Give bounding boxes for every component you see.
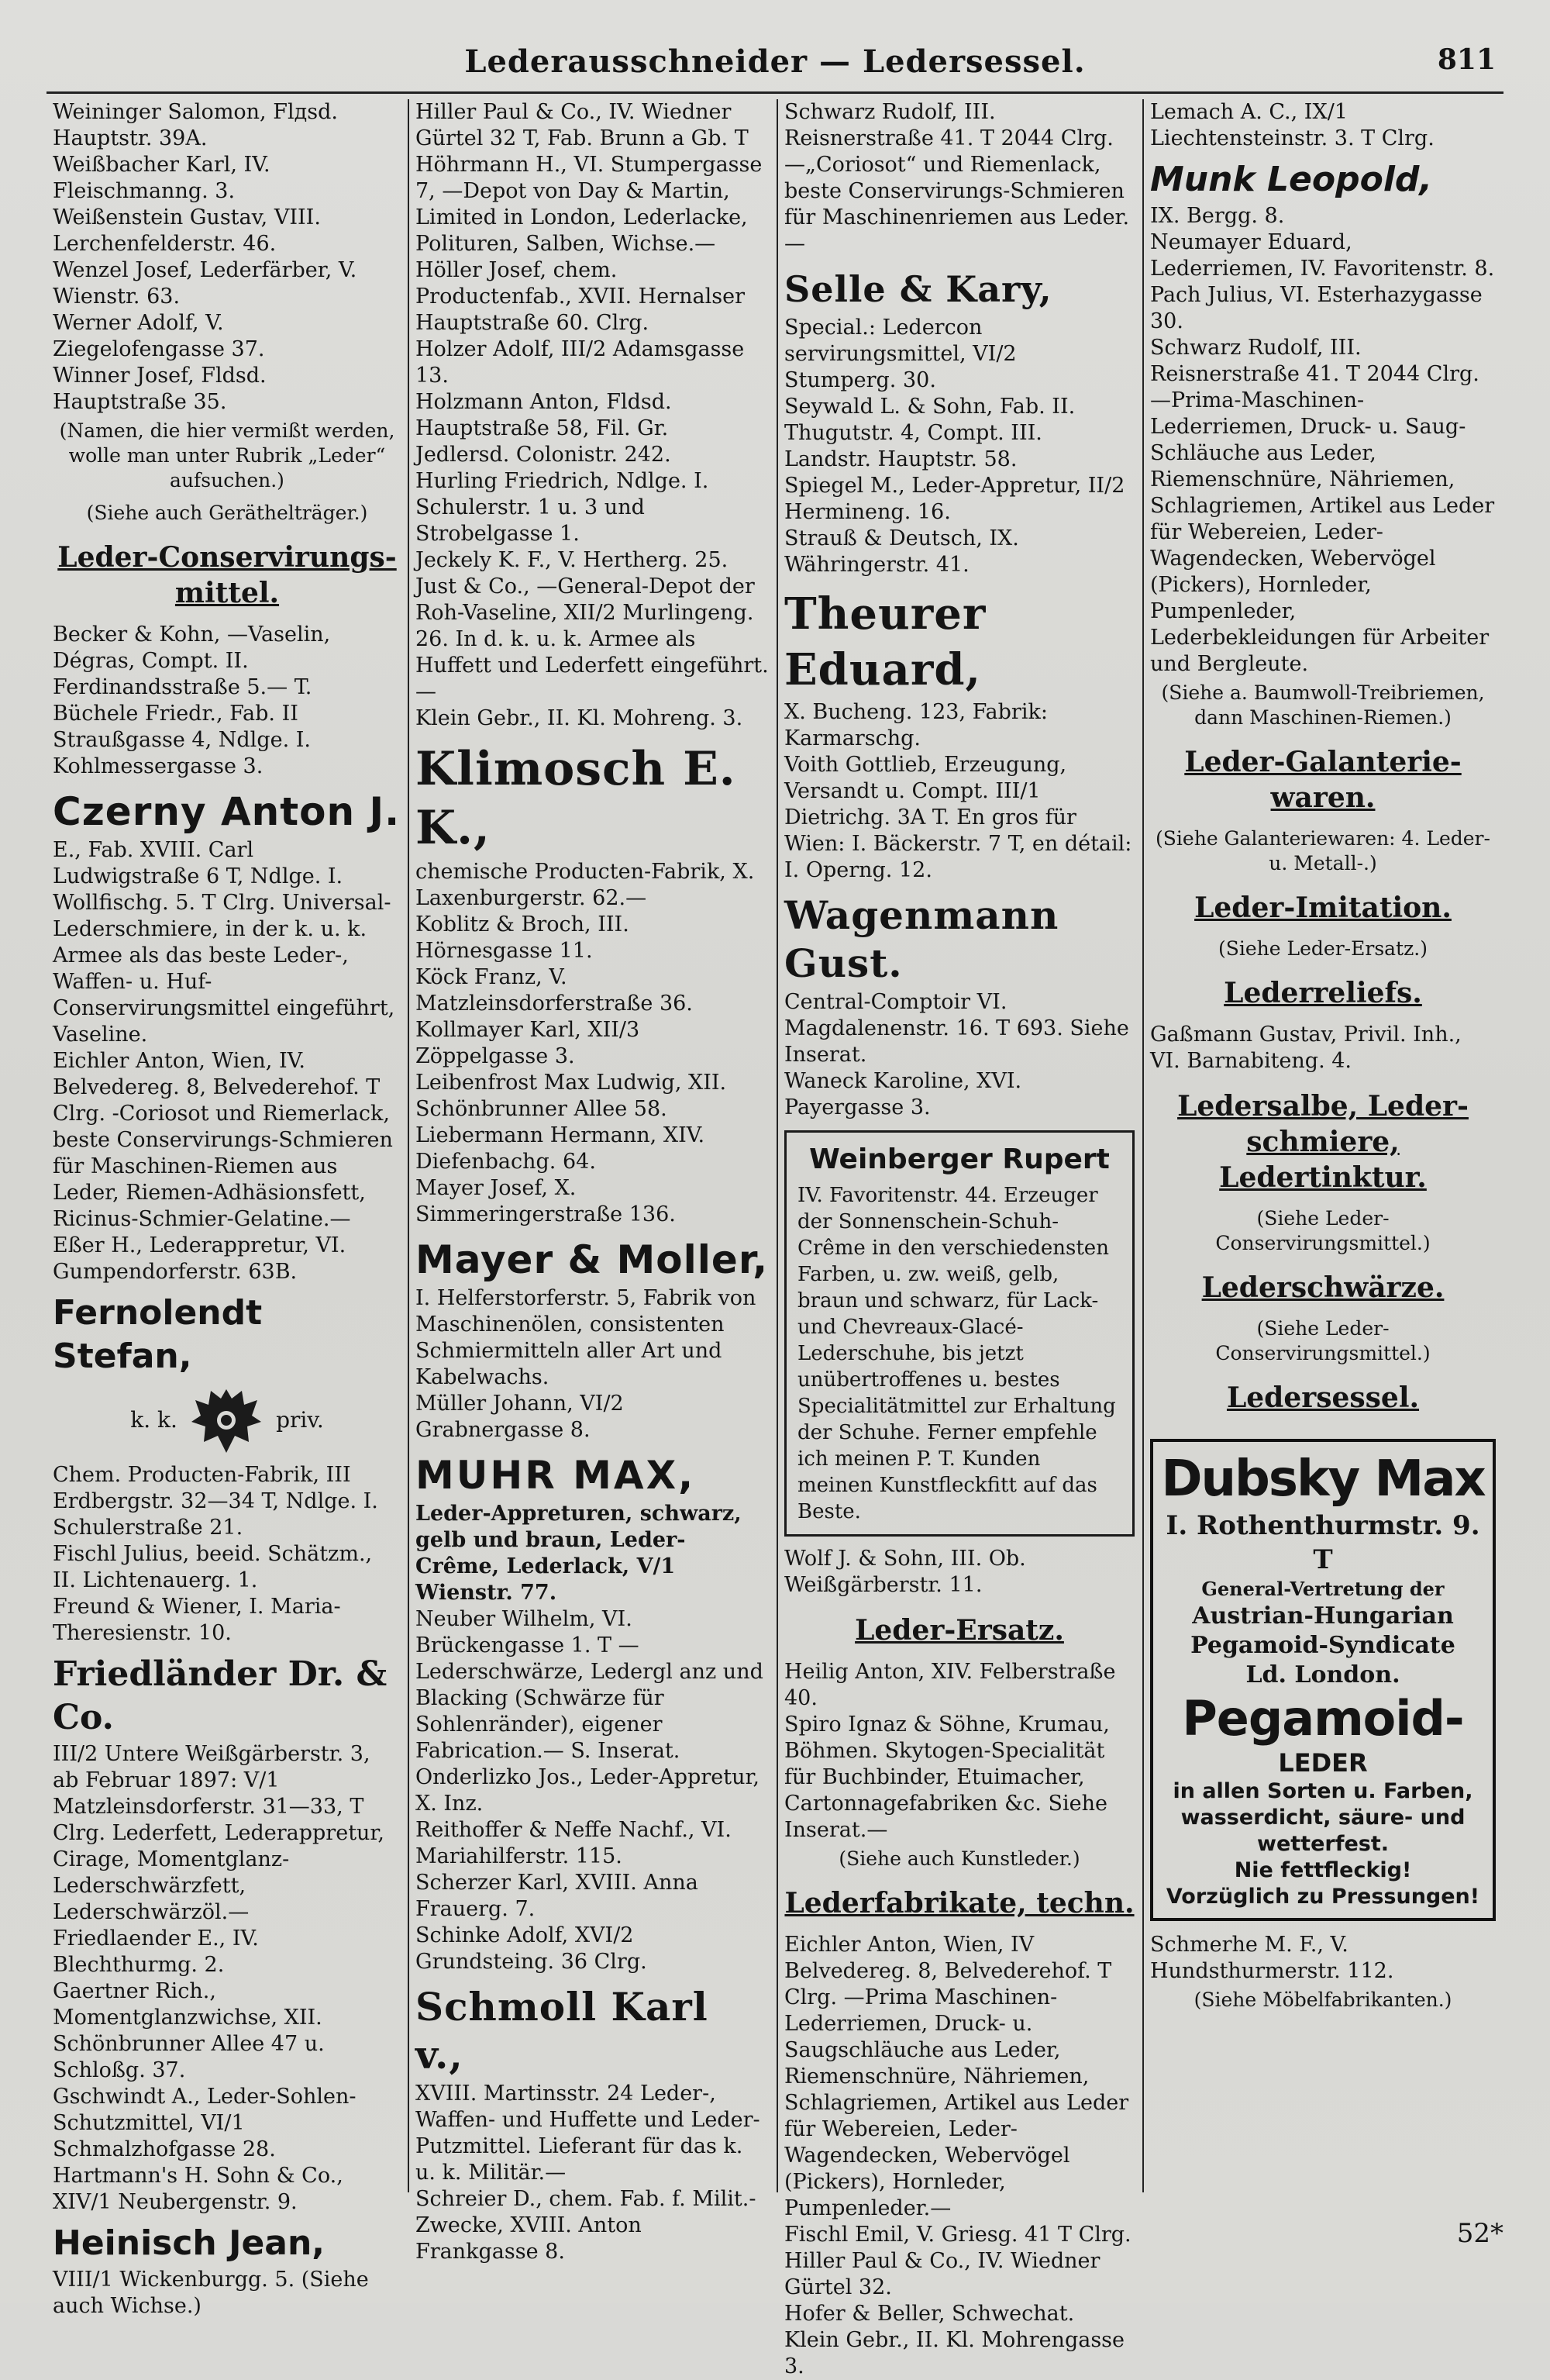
column-3 [784, 99, 1135, 2378]
entry: VIII/1 Wickenburgg. 5. (Siehe auch Wichse.) [53, 2268, 369, 2318]
display-entry-name: MUHR MAX, [415, 1453, 696, 1498]
note: (Siehe Leder-Conservirungsmittel.) [1215, 1207, 1431, 1254]
section-heading: Ledersalbe, Leder-schmiere, Ledertinktur. [1177, 1090, 1469, 1194]
entry: Fischl Emil, V. Griesg. 41 T Clrg. [784, 2223, 1132, 2247]
section-heading: Lederfabrikate, techn. [784, 1887, 1135, 1920]
entry: Eßer H., Lederappretur, VI. Gumpendorferstr. 63B. [53, 1233, 346, 1284]
section-heading: Leder-Galanterie-waren. [1184, 746, 1462, 814]
entry: Heilig Anton, XIV. Felberstraße 40. [784, 1660, 1116, 1710]
entry: X. Bucheng. 123, Fabrik: Karmarschg. [784, 700, 1048, 750]
note: (Siehe auch Geräthelträger.) [86, 502, 368, 524]
entry: Neuber Wilhelm, VI. Brückengasse 1. T —Lederschwärze, Ledergl anz und Blacking (Schwärze für Sohlenränder), eigener Fabrication.— S. Inserat. [415, 1607, 763, 1763]
entry: Schwarz Rudolf, III. Reisnerstraße 41. T 2044 Clrg. —Prima-Maschinen-Lederriemen, Druck- u. Saug-Schläuche aus Leder, Riemenschnüre, Nähriemen, Schlagriemen, Artikel aus Leder für Webereien, Leder-Wagendecken, Webervögel (Pickers), Hornleder, Pumpenleder, Lederbekleidungen für Arbeiter und Bergleute. [1150, 336, 1495, 676]
entry: III/2 Untere Weißgärberstr. 3, ab Februar 1897: V/1 Matzleinsdorferstr. 31—33, T Clrg. Lederfett, Lederappretur, Cirage, Momentglanz-Lederschwärzfett, Lederschwärzöl.— [53, 1742, 384, 1924]
entry: Leder-Appreturen, schwarz, gelb und braun, Leder-Crême, Lederlack, V/1 Wienstr. 77. [415, 1502, 742, 1605]
ad-description: in allen Sorten u. Farben, wasserdicht, säure- und wetterfest. [1173, 1779, 1473, 1856]
page-signature: 52* [1456, 2218, 1504, 2249]
display-entry-name: Theurer Eduard, [784, 588, 987, 695]
entry: Gschwindt A., Leder-Sohlen-Schutzmittel, VI/1 Schmalzhofgasse 28. [53, 2085, 356, 2161]
entry: Weißenstein Gustav, VIII. Lerchenfelderstr. 46. [53, 205, 321, 256]
entry: Neumayer Eduard, Lederriemen, IV. Favoritenstr. 8. [1150, 230, 1495, 281]
display-entry-name: Munk Leopold, [1150, 160, 1433, 199]
entry: Winner Josef, Fldsd. Hauptstraße 35. [53, 364, 267, 414]
ad-address: I. Rothenthurmstr. 9. T [1166, 1510, 1480, 1575]
section-heading: Leder-Ersatz. [855, 1614, 1064, 1647]
entry: chemische Producten-Fabrik, X. Laxenburgerstr. 62.— [415, 860, 755, 910]
entry: Höhrmann H., VI. Stumpergasse 7, —Depot von Day & Martin, Limited in London, Lederlacke, Polituren, Salben, Wichse.— [415, 153, 763, 256]
ad-body: IV. Favoritenstr. 44. Erzeuger der Sonnenschein-Schuh-Crême in den verschiedensten Farben, u. zw. weiß, gelb, braun und schwarz, für Lack- und Chevreaux-Glacé-Lederschuhe, bis jetzt unübertroffenes u. bestes Specialitätmittel zur Erhaltung der Schuhe. Ferner empfehle ich meinen P. T. Kunden meinen Kunstfleckfitt auf das Beste. [797, 1184, 1116, 1523]
display-entry-name: Czerny Anton J. [53, 789, 401, 834]
entry: Koblitz & Broch, III. Hörnesgasse 11. [415, 912, 629, 963]
note: (Siehe a. Baumwoll-Treibriemen, dann Maschinen-Riemen.) [1161, 681, 1485, 729]
display-entry-name: Klimosch E. K., [415, 742, 736, 855]
entry: Klein Gebr., II. Kl. Mohrengasse 3. [784, 2328, 1125, 2378]
entry: Jeckely K. F., V. Hertherg. 25. [415, 548, 728, 572]
entry: Werner Adolf, V. Ziegelofengasse 37. [53, 311, 265, 361]
note: (Siehe Galanteriewaren: 4. Leder- u. Metall-.) [1156, 827, 1490, 874]
column-divider-2 [777, 99, 778, 2192]
ad-line: Pegamoid-Syndicate [1190, 1632, 1455, 1659]
note: (Siehe Leder-Conservirungsmittel.) [1215, 1317, 1431, 1364]
column-4 [1150, 99, 1496, 2192]
ad-slogan: Nie fettfleckig! [1234, 1858, 1412, 1882]
entry: Liebermann Hermann, XIV. Diefenbachg. 64. [415, 1123, 705, 1174]
entry: Hofer & Beller, Schwechat. [784, 2302, 1075, 2326]
display-entry-name: Heinisch Jean, [53, 2223, 326, 2263]
imperial-crest-line [53, 1381, 401, 1459]
column-divider-3 [1142, 99, 1144, 2192]
entry: Schinke Adolf, XVI/2 Grundsteing. 36 Clrg. [415, 1923, 647, 1974]
ad-line: Ld. London. [1245, 1661, 1400, 1688]
entry: Special.: Ledercon servirungsmittel, VI/2 Stumperg. 30. [784, 316, 1017, 392]
entry: Weißbacher Karl, IV. Fleischmanng. 3. [53, 153, 270, 203]
entry: IX. Bergg. 8. [1150, 204, 1285, 228]
entry: Strauß & Deutsch, IX. Währingerstr. 41. [784, 526, 1019, 577]
note: (Siehe auch Kunstleder.) [839, 1847, 1080, 1870]
double-eagle-crest-icon [184, 1381, 269, 1459]
entry: Becker & Kohn, —Vaselin, Dégras, Compt. II. Ferdinandsstraße 5.— T. [53, 623, 331, 699]
entry: Mayer Josef, X. Simmeringerstraße 136. [415, 1176, 676, 1226]
entry: Chem. Producten-Fabrik, III Erdbergstr. 32—34 T, Ndlge. I. Schulerstraße 21. [53, 1463, 378, 1540]
note: (Namen, die hier vermißt werden, wolle man unter Rubrik „Leder“ aufsuchen.) [59, 419, 395, 492]
section-heading: Ledersessel. [1226, 1381, 1420, 1414]
ad-slogan: Vorzüglich zu Pressungen! [1166, 1885, 1480, 1909]
ad-line: General-Vertretung der [1201, 1578, 1445, 1600]
entry: Köck Franz, V. Matzleinsdorferstraße 36. [415, 965, 693, 1016]
entry: Gaßmann Gustav, Privil. Inh., VI. Barnabiteng. 4. [1150, 1023, 1462, 1073]
section-heading: Leder-Imitation. [1194, 892, 1452, 924]
column-divider-1 [408, 99, 409, 2192]
page-header [46, 43, 1504, 87]
display-entry-name: Friedländer Dr. & Co. [53, 1654, 388, 1737]
entry: Büchele Friedr., Fab. II Straußgasse 4, Ndlge. I. Kohlmessergasse 3. [53, 702, 311, 778]
entry: I. Helferstorferstr. 5, Fabrik von Maschinenölen, consistenten Schmiermitteln aller Art und Kabelwachs. [415, 1286, 756, 1389]
entry: Wenzel Josef, Lederfärber, V. Wienstr. 63. [53, 258, 357, 309]
entry: Leibenfrost Max Ludwig, XII. Schönbrunner Allee 58. [415, 1071, 727, 1121]
entry: Central-Comptoir VI. Magdalenenstr. 16. T 693. Siehe Inserat. [784, 990, 1129, 1067]
ad-product: Pegamoid- [1182, 1690, 1464, 1747]
entry: Holzer Adolf, III/2 Adamsgasse 13. [415, 337, 745, 388]
entry: Gaertner Rich., Momentglanzwichse, XII. Schönbrunner Allee 47 u. Schloßg. 37. [53, 1979, 325, 2082]
entry: Reithoffer & Neffe Nachf., VI. Mariahilferstr. 115. [415, 1818, 732, 1868]
note: (Siehe Leder-Ersatz.) [1218, 937, 1428, 960]
entry: Lemach A. C., IX/1 Liechtensteinstr. 3. T Clrg. [1150, 100, 1435, 150]
page-number: 811 [1437, 43, 1496, 76]
entry: Spiro Ignaz & Söhne, Krumau, Böhmen. Skytogen-Specialität für Buchbinder, Etuimacher, Cartonnagefabriken &c. Siehe Inserat.— [784, 1713, 1110, 1842]
ad-product-sub: LEDER [1278, 1748, 1368, 1778]
entry: Freund & Wiener, I. Maria-Theresienstr. 10. [53, 1595, 341, 1645]
display-entry-name: Fernolendt Stefan, [53, 1293, 263, 1376]
entry: Weininger Salomon, Flдsd. Hauptstr. 39A. [53, 100, 338, 150]
entry: Kollmayer Karl, XII/3 Zöppelgasse 3. [415, 1018, 640, 1068]
entry: Onderlizko Jos., Leder-Appretur, X. Inz. [415, 1765, 760, 1816]
column-1 [53, 99, 401, 2318]
entry: Holzmann Anton, Fldsd. Hauptstraße 58, Fil. Gr. Jedlersd. Colonistr. 242. [415, 390, 672, 467]
entry: Eichler Anton, Wien, IV. Belvedereg. 8, Belvederehof. T Clrg. -Coriosot und Riemerlack, beste Conservirungs-Schmieren für Maschinen-Riemen aus Leder, Riemen-Adhäsionsfett, Ricinus-Schmier-Gelatine.— [53, 1049, 393, 1231]
section-heading: Lederreliefs. [1224, 977, 1422, 1009]
display-entry-name: Mayer & Moller, [415, 1237, 769, 1282]
entry: Klein Gebr., II. Kl. Mohreng. 3. [415, 706, 743, 730]
entry: Fischl Julius, beeid. Schätzm., II. Lichtenauerg. 1. [53, 1542, 373, 1592]
entry: Spiegel M., Leder-Appretur, II/2 Hermineng. 16. [784, 474, 1125, 524]
entry: Scherzer Karl, XVIII. Anna Frauerg. 7. [415, 1871, 698, 1921]
crest-text-right: priv. [276, 1407, 324, 1433]
entry: Friedlaender E., IV. Blechthurmg. 2. [53, 1926, 259, 1977]
entry: Just & Co., —General-Depot der Roh-Vaseline, XII/2 Murlingeng. 26. In d. k. u. k. Armee als Huffett und Lederfett eingeführt.— [415, 574, 769, 704]
header-rule [46, 91, 1504, 94]
ad-name: Dubsky Max [1161, 1450, 1485, 1508]
entry: Schmerhe M. F., V. Hundsthurmerstr. 112. [1150, 1933, 1394, 1983]
crest-text-left: k. k. [130, 1407, 177, 1433]
entry: Voith Gottlieb, Erzeugung, Versandt u. Compt. III/1 Dietrichg. 3A T. En gros für Wien: I. Bäckerstr. 7 T, en détail: I. Operng. 12. [784, 753, 1132, 882]
entry: Höller Josef, chem. Productenfab., XVII. Hernalser Hauptstraße 60. Clrg. [415, 258, 745, 335]
note: (Siehe Möbelfabrikanten.) [1194, 1989, 1452, 2011]
entry: E., Fab. XVIII. Carl Ludwigstraße 6 T, Ndlge. I. Wollfischg. 5. T Clrg. Universal-Lederschmiere, in der k. u. k. Armee als das beste Leder-, Waffen- u. Huf-Conservirungsmittel eingeführt, Vaseline. [53, 838, 395, 1047]
entry: Hiller Paul & Co., IV. Wiedner Gürtel 32 T, Fab. Brunn a Gb. T [415, 100, 749, 150]
display-entry-name: Schmoll Karl v., [415, 1984, 708, 2078]
advertisement-dubsky [1150, 1439, 1496, 1921]
entry: Eichler Anton, Wien, IV Belvedereg. 8, Belvederehof. T Clrg. —Prima Maschinen-Lederriemen, Druck- u. Saugschläuche aus Leder, Riemenschnüre, Nähriemen, Schlagriemen, Artikel aus Leder für Webereien, Leder-Wagendecken, Webervögel (Pickers), Hornleder, Pumpenleder.— [784, 1933, 1129, 2220]
page-title: Lederausschneider — Ledersessel. [464, 43, 1086, 80]
entry: Müller Johann, VI/2 Grabnergasse 8. [415, 1392, 624, 1442]
entry: Schwarz Rudolf, III. Reisnerstraße 41. T 2044 Clrg. —„Coriosot“ und Riemenlack, beste Conservirungs-Schmieren für Maschinenriemen aus Leder.— [784, 100, 1130, 256]
ad-line: Austrian-Hungarian [1192, 1602, 1454, 1630]
ad-title: Weinberger Rupert [809, 1143, 1110, 1175]
entry: Schreier D., chem. Fab. f. Milit.-Zwecke, XVIII. Anton Frankgasse 8. [415, 2187, 756, 2264]
section-heading: Leder-Conservirungs-mittel. [57, 541, 397, 609]
column-2 [415, 99, 769, 2264]
entry: Hiller Paul & Co., IV. Wiedner Gürtel 32. [784, 2249, 1100, 2299]
entry: Waneck Karoline, XVI. Payergasse 3. [784, 1069, 1022, 1119]
display-entry-name: Selle & Kary, [784, 268, 1052, 310]
entry: Wolf J. & Sohn, III. Ob. Weißgärberstr. 11. [784, 1547, 1026, 1597]
entry: Pach Julius, VI. Esterhazygasse 30. [1150, 283, 1483, 333]
entry: Hartmann's H. Sohn & Co., XIV/1 Neubergenstr. 9. [53, 2164, 343, 2214]
entry: XVIII. Martinsstr. 24 Leder-, Waffen- und Huffette und Leder-Putzmittel. Lieferant für das k. u. k. Militär.— [415, 2082, 760, 2185]
section-heading: Lederschwärze. [1201, 1271, 1445, 1304]
entry: Hurling Friedrich, Ndlge. I. Schulerstr. 1 u. 3 und Strobelgasse 1. [415, 469, 709, 546]
advertisement-weinberger [784, 1130, 1135, 1537]
display-entry-name: Wagenmann Gust. [784, 892, 1059, 986]
entry: Seywald L. & Sohn, Fab. II. Thugutstr. 4, Compt. III. Landstr. Hauptstr. 58. [784, 395, 1076, 471]
